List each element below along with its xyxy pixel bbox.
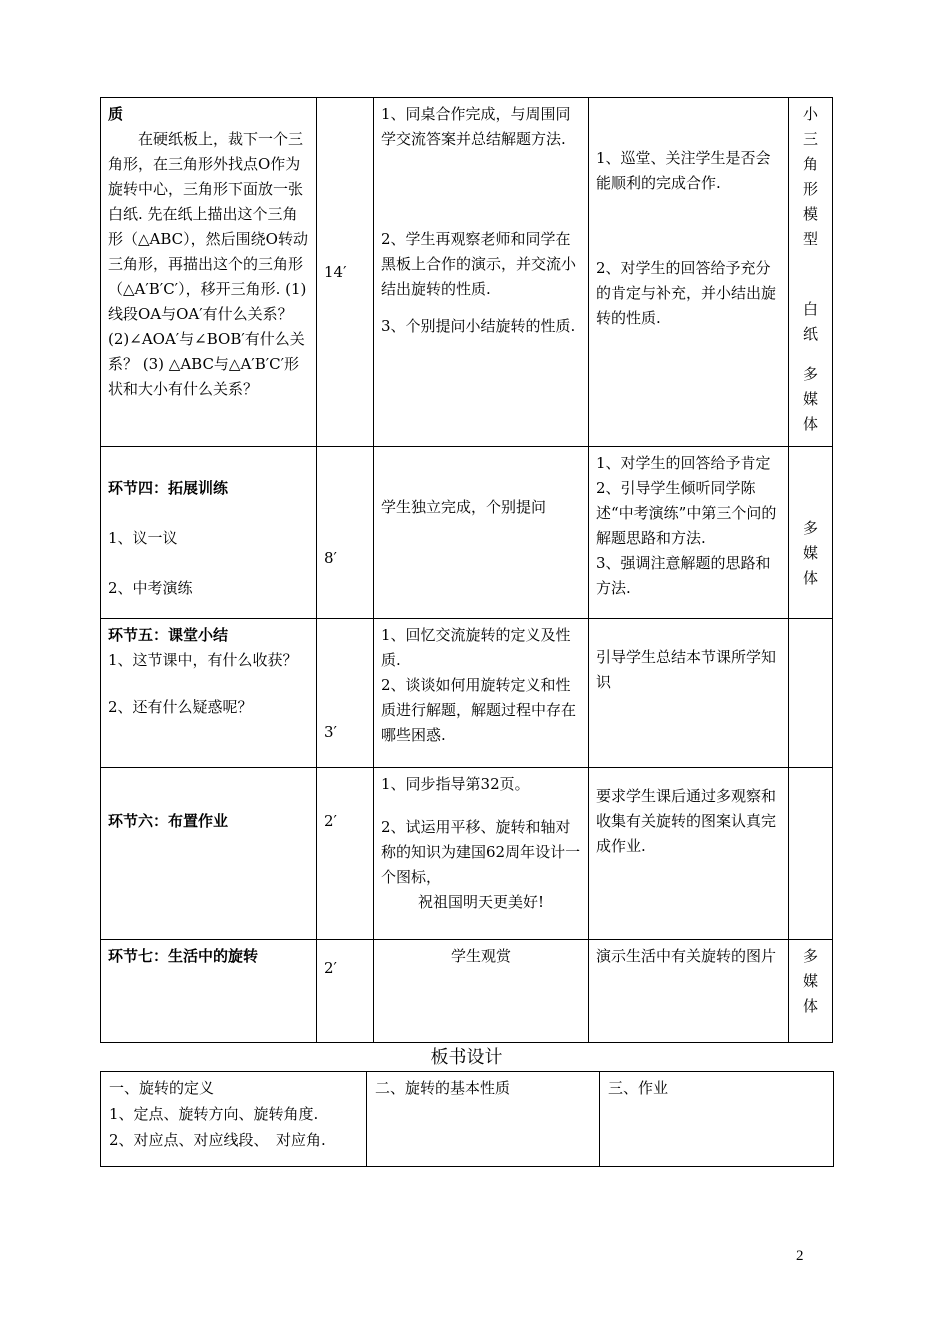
time-value: 2′	[324, 812, 337, 830]
student-activity-1: 1、回忆交流旋转的定义及性质.	[381, 626, 571, 669]
board-line: 1、定点、旋转方向、旋转角度.	[109, 1105, 319, 1123]
teacher-activity-2: 2、对学生的回答给予充分的肯定与补充，并小结出旋转的性质.	[596, 259, 777, 327]
table-row	[101, 1072, 834, 1167]
teacher-activity-cell	[589, 98, 789, 447]
board-heading-definition: 一、旋转的定义	[109, 1079, 215, 1097]
activity-cell	[101, 447, 317, 619]
media-paper: 白纸	[802, 300, 818, 343]
student-activity-2: 2、谈谈如何用旋转定义和性质进行解题，解题过程中存在哪些困惑.	[381, 676, 577, 744]
activity-title: 质	[108, 105, 124, 123]
teacher-activity-cell	[589, 619, 789, 768]
teacher-activity-cell	[589, 940, 789, 1043]
student-activity-cell	[374, 98, 589, 447]
table-row	[101, 940, 833, 1043]
board-definition-cell	[101, 1072, 367, 1167]
teacher-activity-1: 1、对学生的回答给予肯定	[596, 454, 771, 472]
time-cell	[317, 98, 374, 447]
student-activity-cell	[374, 447, 589, 619]
media-cell	[789, 768, 833, 940]
activity-description: 在硬纸板上，裁下一个三角形，在三角形外找点O作为旋转中心，三角形下面放一张白纸. 先在纸上描出这个三角形（△ABC），然后围绕O转动三角形，再描出这个的三角形（△A′B′C′），移开三角形. (1)线段OA与OA′有什么关系？(2)∠AOA′与∠BOB′有什么关系？ (3) △ABC与△A′B′C′形状和大小有什么关系？	[108, 130, 308, 398]
media-multimedia: 多媒体	[802, 519, 818, 587]
student-activity-1: 1、同桌合作完成，与周围同学交流答案并总结解题方法.	[381, 105, 571, 148]
teacher-activity: 要求学生课后通过多观察和收集有关旋转的图案认真完成作业.	[596, 787, 777, 855]
student-activity-2: 2、学生再观察老师和同学在黑板上合作的演示，并交流小结出旋转的性质.	[381, 230, 577, 298]
teacher-activity: 演示生活中有关旋转的图片	[596, 947, 777, 965]
teacher-activity-cell	[589, 768, 789, 940]
activity-item: 1、议一议	[108, 529, 178, 547]
student-activity: 学生独立完成，个别提问	[381, 498, 547, 516]
time-value: 3′	[324, 723, 337, 741]
board-properties-cell	[367, 1072, 600, 1167]
board-design-table	[100, 1071, 834, 1167]
student-activity: 学生观赏	[450, 947, 511, 965]
time-value: 2′	[324, 959, 337, 977]
activity-cell	[101, 619, 317, 768]
teacher-activity: 引导学生总结本节课所学知识	[596, 648, 777, 691]
table-row	[101, 447, 833, 619]
table-row	[101, 768, 833, 940]
student-activity-3: 3、个别提问小结旋转的性质.	[381, 317, 576, 335]
page-number: 2	[796, 1248, 804, 1264]
student-activity-2: 2、试运用平移、旋转和轴对称的知识为建国62周年设计一个图标，	[381, 818, 581, 886]
media-cell	[789, 98, 833, 447]
board-design-title: 板书设计	[430, 1047, 503, 1068]
student-activity-1: 1、同步指导第32页。	[381, 775, 530, 793]
activity-cell	[101, 940, 317, 1043]
board-line: 2、对应点、对应线段、 对应角.	[109, 1131, 326, 1149]
time-cell	[317, 768, 374, 940]
activity-item: 2、还有什么疑惑呢？	[108, 698, 253, 716]
teacher-activity-1: 1、巡堂、关注学生是否会能顺利的完成合作.	[596, 149, 771, 192]
activity-item: 2、中考演练	[108, 579, 193, 597]
table-row	[101, 619, 833, 768]
activity-title: 环节六：布置作业	[108, 812, 229, 830]
teacher-activity-cell	[589, 447, 789, 619]
board-homework-cell	[600, 1072, 834, 1167]
time-cell	[317, 940, 374, 1043]
board-heading-homework: 三、作业	[608, 1079, 669, 1097]
lesson-plan-table	[100, 97, 833, 1043]
student-activity-3: 祝祖国明天更美好!	[417, 893, 545, 911]
teacher-activity-2: 2、引导学生倾听同学陈述“中考演练”中第三个问的解题思路和方法.	[596, 479, 777, 547]
activity-item: 1、这节课中，有什么收获？	[108, 651, 298, 669]
student-activity-cell	[374, 940, 589, 1043]
time-value: 14′	[324, 262, 347, 281]
media-multimedia: 多媒体	[802, 365, 818, 433]
activity-cell	[101, 98, 317, 447]
activity-title: 环节四：拓展训练	[108, 479, 229, 497]
student-activity-cell	[374, 619, 589, 768]
media-multimedia: 多媒体	[802, 947, 818, 1015]
time-cell	[317, 619, 374, 768]
activity-cell	[101, 768, 317, 940]
time-value: 8′	[324, 549, 337, 567]
table-row	[101, 98, 833, 447]
student-activity-cell	[374, 768, 589, 940]
time-cell	[317, 447, 374, 619]
activity-title: 环节五：课堂小结	[108, 626, 229, 644]
media-cell	[789, 619, 833, 768]
activity-title: 环节七：生活中的旋转	[108, 947, 259, 965]
media-model: 小三角形模型	[802, 105, 818, 248]
teacher-activity-3: 3、强调注意解题的思路和方法.	[596, 554, 771, 597]
media-cell	[789, 940, 833, 1043]
media-cell	[789, 447, 833, 619]
board-heading-properties: 二、旋转的基本性质	[375, 1079, 511, 1097]
